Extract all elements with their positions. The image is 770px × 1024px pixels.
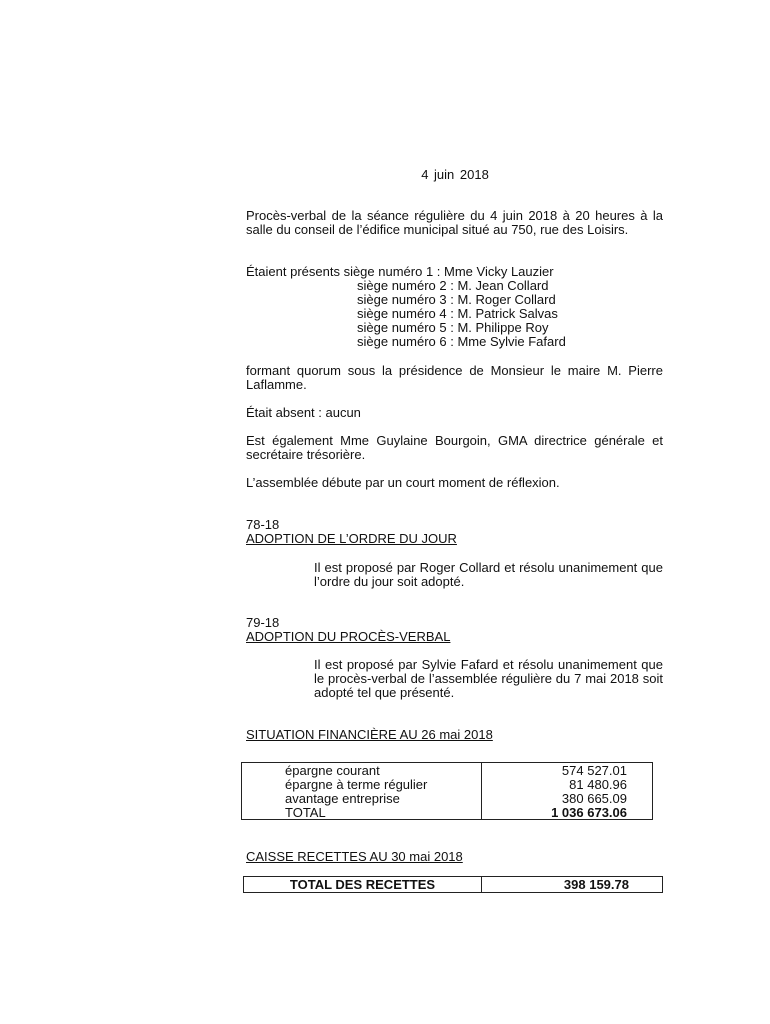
financial-label: épargne courant: [242, 763, 482, 778]
attendance-seat-3: siège numéro 3 : M. Roger Collard: [357, 292, 556, 307]
reflexion-line: L’assemblée débute par un court moment de réflexion.: [246, 475, 560, 490]
financial-value: 1 036 673.06: [482, 805, 653, 820]
receipts-table: [243, 876, 663, 893]
attendance-seat-2: siège numéro 2 : M. Jean Collard: [357, 278, 549, 293]
absent-line: Était absent : aucun: [246, 405, 361, 420]
table-row: [244, 877, 663, 893]
receipts-value: 398 159.78: [482, 877, 663, 893]
also-present-paragraph: Est également Mme Guylaine Bourgoin, GMA directrice générale et secrétaire trésorière.: [246, 433, 663, 462]
attendance-prefix: Étaient présents: [246, 264, 344, 279]
financial-label: épargne à terme régulier: [242, 777, 482, 791]
resolution-body: Il est proposé par Sylvie Fafard et résolu unanimement que le procès-verbal de l’assemblée régulière du 7 mai 2018 soit adopté tel que présenté.: [314, 657, 663, 700]
resolution-body: Il est proposé par Roger Collard et résolu unanimement que l’ordre du jour soit adopté.: [314, 560, 663, 589]
intro-paragraph: Procès-verbal de la séance régulière du 4 juin 2018 à 20 heures à la salle du conseil de l’édifice municipal situé au 750, rue des Loisirs.: [246, 208, 663, 237]
document-date: 4 juin 2018: [421, 167, 489, 182]
financial-label: avantage entreprise: [242, 791, 482, 805]
resolution-title: ADOPTION DE L’ORDRE DU JOUR: [246, 531, 457, 546]
financial-label: TOTAL: [242, 805, 482, 820]
resolution-title: ADOPTION DU PROCÈS-VERBAL: [246, 629, 451, 644]
resolution-number: 79-18: [246, 615, 280, 630]
attendance-seat-6: siège numéro 6 : Mme Sylvie Fafard: [357, 334, 566, 349]
receipts-label: TOTAL DES RECETTES: [244, 877, 482, 893]
attendance-list: [246, 265, 566, 349]
quorum-paragraph: formant quorum sous la présidence de Monsieur le maire M. Pierre Laflamme.: [246, 363, 663, 392]
table-row: [242, 777, 653, 791]
attendance-seat-5: siège numéro 5 : M. Philippe Roy: [357, 320, 549, 335]
attendance-seat-4: siège numéro 4 : M. Patrick Salvas: [357, 306, 558, 321]
financial-value: 574 527.01: [482, 763, 653, 778]
table-row: [242, 791, 653, 805]
attendance-seat-1: Étaient présents siège numéro 1 : Mme Vicky Lauzier: [246, 264, 554, 279]
receipts-title: CAISSE RECETTES AU 30 mai 2018: [246, 849, 463, 864]
financial-title: SITUATION FINANCIÈRE AU 26 mai 2018: [246, 727, 493, 742]
resolution-number: 78-18: [246, 517, 280, 532]
financial-value: 380 665.09: [482, 791, 653, 805]
financial-value: 81 480.96: [482, 777, 653, 791]
table-row: [242, 763, 653, 778]
financial-table: [241, 762, 653, 820]
table-row: [242, 805, 653, 820]
